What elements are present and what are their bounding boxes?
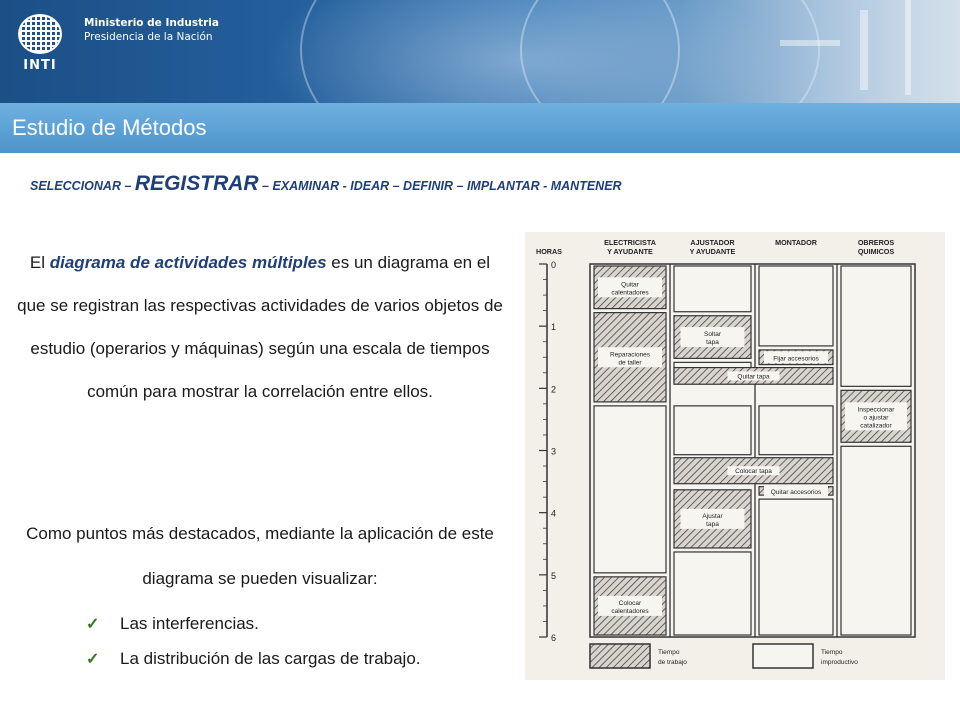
banner-machine-part [780, 40, 840, 46]
legend-work-swatch [590, 644, 650, 668]
organization-name [84, 16, 219, 44]
column-header: QUIMICOS [857, 247, 895, 256]
column-header: ELECTRICISTA [604, 238, 656, 247]
bullet-text: Las interferencias. [120, 613, 259, 633]
logo-text: INTI [23, 58, 57, 73]
hour-tick-label: 0 [551, 260, 557, 270]
activity-label: catalizador [860, 422, 892, 430]
hour-tick-label: 4 [551, 508, 557, 519]
legend-idle-swatch [753, 644, 813, 668]
hour-tick-label: 2 [551, 384, 557, 395]
activity-label: Soltar [704, 331, 721, 339]
legend-label: Tiempo [658, 649, 680, 656]
paragraph-definition [14, 241, 506, 413]
title-bar [0, 103, 960, 153]
activity-label: Quitar tapa [737, 373, 770, 381]
inti-logo [14, 12, 66, 74]
column-header: AJUSTADOR [690, 238, 735, 247]
hours-header: HORAS [536, 247, 562, 256]
method-steps [30, 172, 622, 196]
legend-label: improductivo [821, 659, 858, 666]
hour-tick-label: 1 [551, 322, 557, 333]
idle-time-block [759, 499, 833, 635]
checkmark-icon: ✓ [86, 615, 100, 633]
steps-after: – EXAMINAR - IDEAR – DEFINIR – IMPLANTAR - MANTENER [258, 179, 622, 193]
activity-label: tapa [706, 520, 719, 528]
steps-before: SELECCIONAR – [30, 179, 135, 193]
activity-label: de taller [618, 359, 642, 367]
column-header: MONTADOR [775, 238, 817, 247]
slide-title: Estudio de Métodos [12, 115, 207, 140]
activity-label: tapa [706, 339, 719, 347]
idle-time-block [674, 406, 751, 455]
column-header: Y AYUDANTE [607, 247, 653, 256]
column-header: Y AYUDANTE [689, 247, 736, 256]
bullet-list [86, 606, 421, 676]
activity-label: Colocar tapa [735, 468, 772, 476]
list-item [86, 606, 421, 641]
diagram-svg [525, 232, 945, 680]
activity-label: o ajustar [863, 414, 889, 422]
idle-time-block [674, 266, 751, 312]
para1-pre: El [29, 253, 50, 272]
bullet-text: La distribución de las cargas de trabajo. [120, 648, 421, 668]
idle-time-block [594, 406, 666, 573]
idle-time-block [759, 406, 833, 455]
banner-machine-part [905, 0, 911, 95]
activity-label: Quitar accesorios [770, 488, 822, 496]
activity-label: calentadores [611, 289, 649, 297]
idle-time-block [841, 266, 911, 386]
hour-tick-label: 6 [551, 633, 557, 643]
idle-time-block [841, 446, 911, 635]
hour-tick-label: 3 [551, 446, 557, 457]
activity-label: Fijar accesorios [773, 355, 819, 363]
banner-machine-part [860, 10, 868, 90]
legend-label: de trabajo [658, 659, 687, 666]
activity-label: calentadores [611, 607, 649, 615]
list-item [86, 641, 421, 676]
steps-current: REGISTRAR [134, 172, 259, 195]
banner-machinery-image [680, 0, 960, 103]
activity-label: Colocar [618, 599, 642, 607]
hour-tick-label: 5 [551, 570, 557, 581]
logo-emblem [18, 14, 62, 54]
org-line-1: Ministerio de Industria [84, 17, 219, 29]
activity-label: Reparaciones [609, 351, 651, 359]
para1-emphasis: diagrama de actividades múltiples [49, 253, 327, 272]
idle-time-block [759, 266, 833, 346]
idle-time-block [674, 552, 751, 635]
column-header: OBREROS [857, 238, 895, 247]
header-banner [0, 0, 960, 103]
activity-label: Ajustar [702, 512, 723, 520]
para1-post: es un diagrama en el que se registran las respectivas actividades de varios objetos de estudio (operarios y máquinas) según una escala de tiempos común para mostrar la correlación entre ellos. [17, 253, 503, 401]
multiple-activity-diagram [525, 232, 945, 680]
paragraph-highlights: Como puntos más destacados, mediante la aplicación de este diagrama se pueden visualizar: [26, 524, 494, 588]
activity-label: Quitar [621, 281, 639, 289]
activity-label: Inspeccionar [857, 406, 895, 414]
org-line-2: Presidencia de la Nación [84, 31, 213, 43]
checkmark-icon: ✓ [86, 650, 100, 668]
legend-label: Tiempo [821, 649, 843, 656]
